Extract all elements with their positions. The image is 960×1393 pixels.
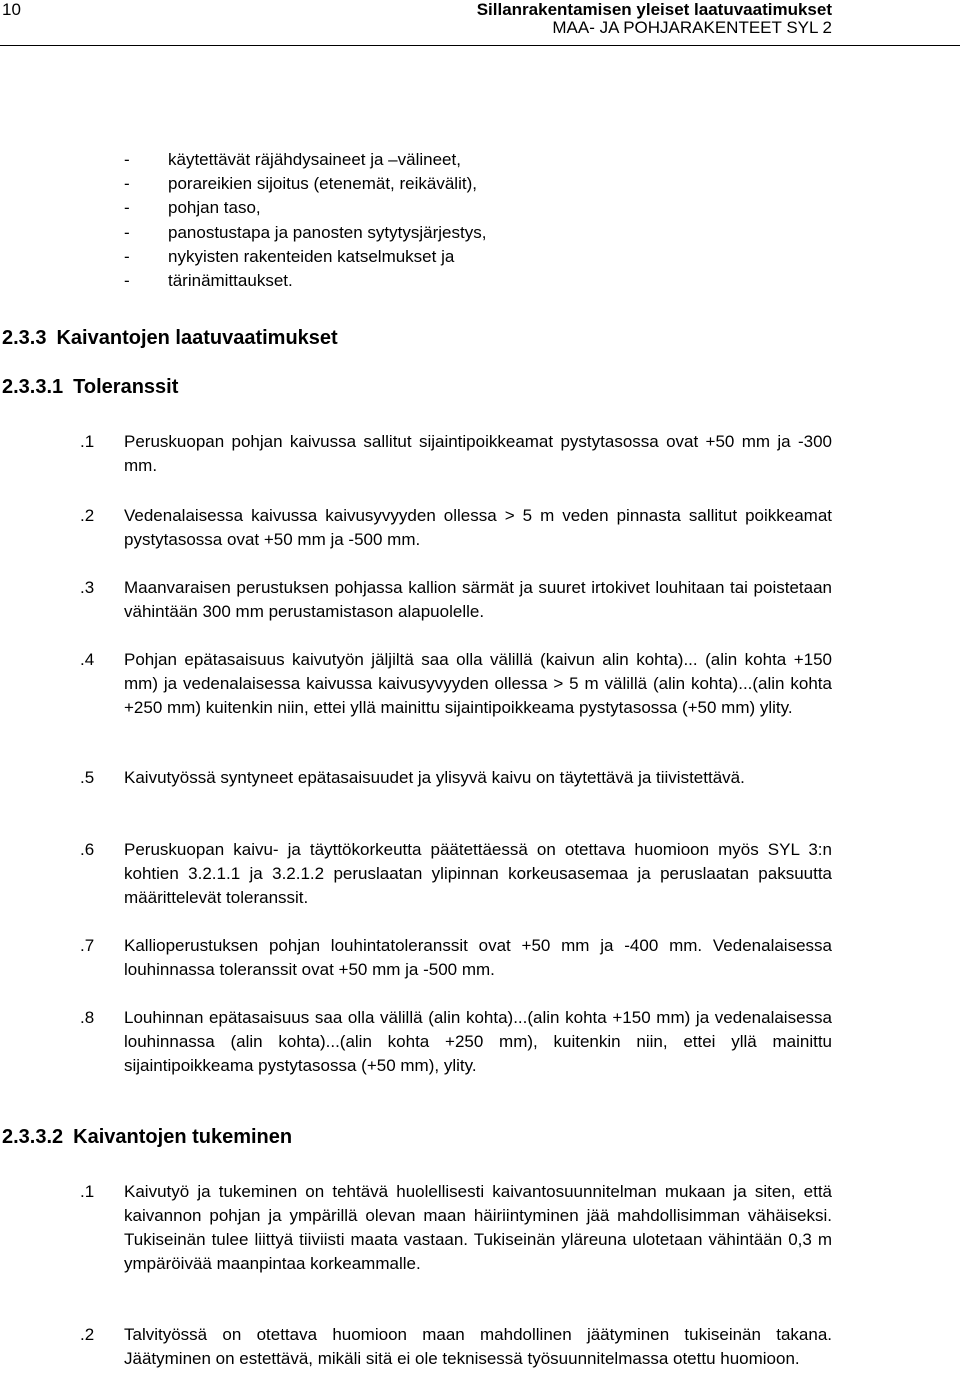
list-item: - pohjan taso, [124,198,261,218]
tolerance-item: .1 Peruskuopan pohjan kaivussa sallitut sijaintipoikkeamat pystytasossa ovat +50 mm ja -300 mm. [80,432,832,475]
list-item: - panostustapa ja panosten sytytysjärjestys, [124,222,487,242]
support-item: .2 Talvityössä on otettava huomioon maan mahdollinen jäätyminen tukiseinän takana. Jäätyminen on estettävä, mikäli sitä ei ole teknisessä työsuunnitelmassa otettu huomioon. [80,1325,832,1368]
tolerance-item: .8 Louhinnan epätasaisuus saa olla välillä (alin kohta)...(alin kohta +150 mm) ja vedenalaisessa louhinnassa (alin kohta)...(alin kohta +250 mm), kuitenkin niin, ettei yllä mainittu sijaintipoikkeama pystytasossa (+50 mm), ylity. [80,1008,832,1075]
running-header-title: Sillanrakentamisen yleiset laatuvaatimukset [476,0,832,19]
tolerance-item: .4 Pohjan epätasaisuus kaivutyön jäljiltä saa olla välillä (kaivun alin kohta)... (alin kohta +150 mm) ja vedenalaisessa kaivussa kaivusyvyyden ollessa > 5 m välillä (alin kohta)...(alin kohta +250 mm) kuitenkin niin, ettei yllä mainittu sijaintipoikkeama pystytasossa (+50 mm) ylity. [80,650,832,717]
running-header-subtitle: MAA- JA POHJARAKENTEET SYL 2 [552,18,832,37]
tolerance-item: .6 Peruskuopan kaivu- ja täyttökorkeutta päätettäessä on otettava huomioon myös SYL 3:n kohtien 3.2.1.1 ja 3.2.1.2 peruslaatan ylipinnan korkeusasemaa ja peruslaatan paksuutta määrittelevät toleranssit. [80,840,832,907]
list-item: - nykyisten rakenteiden katselmukset ja [124,246,455,266]
tolerance-item: .2 Vedenalaisessa kaivussa kaivusyvyyden ollessa > 5 m veden pinnasta sallitut poikkeamat pystytasossa ovat +50 mm ja -500 mm. [80,506,832,549]
tolerance-item: .3 Maanvaraisen perustuksen pohjassa kallion särmät ja suuret irtokivet louhitaan tai poistetaan vähintään 300 mm perustamistason alapuolelle. [80,578,832,621]
section-heading-2-3-3-1: 2.3.3.1 Toleranssit [2,376,179,398]
header-rule [0,45,960,46]
tolerance-item: .5 Kaivutyössä syntyneet epätasaisuudet ja ylisyvä kaivu on täytettävä ja tiivistettävä. [80,768,745,787]
list-item: - käytettävät räjähdysaineet ja –välineet, [124,150,461,169]
page-number: 10 [2,0,21,19]
tolerance-item: .7 Kallioperustuksen pohjan louhintatoleranssit ovat +50 mm ja -400 mm. Vedenalaisessa louhinnassa toleranssit ovat +50 mm ja -500 mm. [80,936,832,979]
list-item: - porareikien sijoitus (etenemät, reikävälit), [124,174,477,194]
section-heading-2-3-3-2: 2.3.3.2 Kaivantojen tukeminen [2,1126,293,1148]
support-item: .1 Kaivutyö ja tukeminen on tehtävä huolellisesti kaivantosuunnitelman mukaan ja siten, että kaivannon pohjan ja ympärillä olevan maan häiriintyminen jää mahdollisimman vähäiseksi. Tukiseinän tulee liittyä tiiviisti maata vastaan. Tukiseinän yläreuna ulotetaan vähintään 0,3 m ympäröivää maanpintaa korkeammalle. [80,1182,832,1273]
section-heading-2-3-3: 2.3.3 Kaivantojen laatuvaatimukset [2,327,338,349]
dash-list [124,148,824,293]
list-item: - tärinämittaukset. [124,271,293,291]
